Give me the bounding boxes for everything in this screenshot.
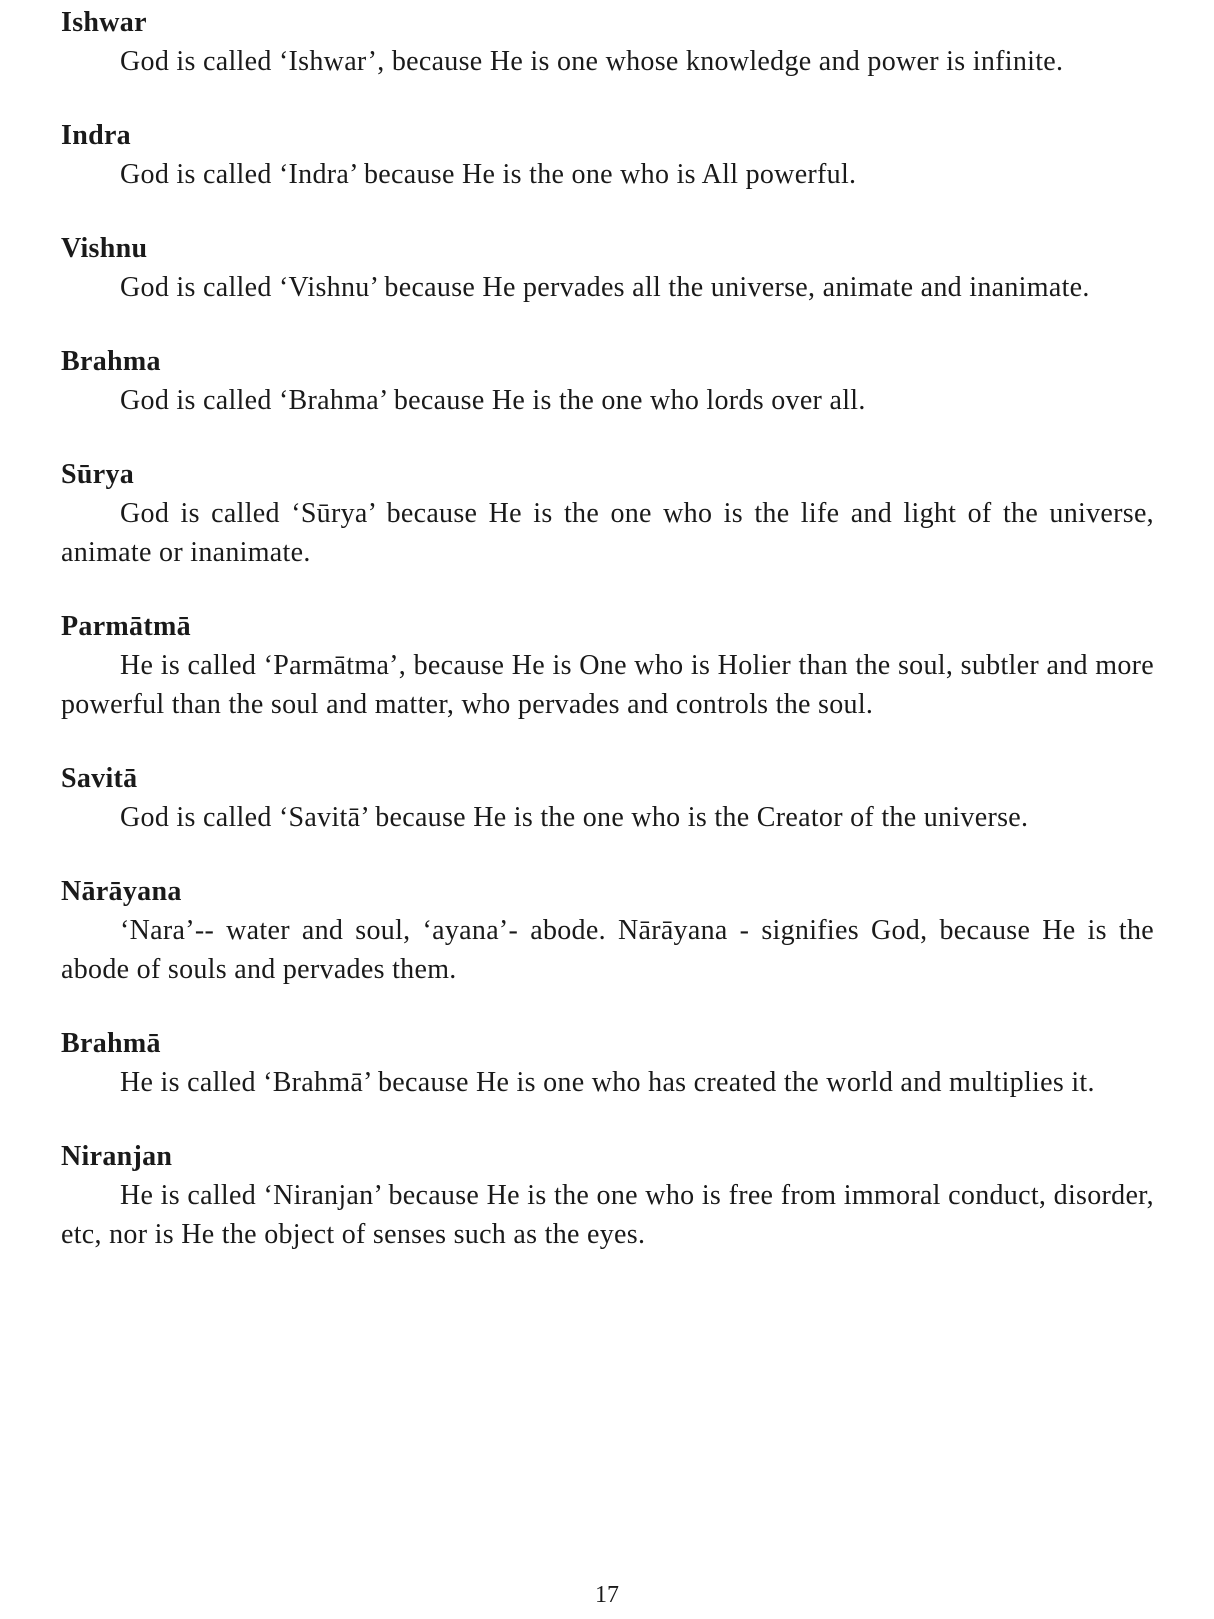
- entry-niranjan: [61, 1138, 1154, 1254]
- entry-definition: God is called ‘Indra’ because He is the one who is All powerful.: [120, 159, 857, 190]
- entry-term: Parmātmā: [61, 611, 191, 642]
- entry-definition: God is called ‘Brahma’ because He is the one who lords over all.: [120, 385, 866, 416]
- entry-definition: God is called ‘Ishwar’, because He is one whose knowledge and power is infinite.: [120, 46, 1064, 77]
- entry-definition: ‘Nara’-- water and soul, ‘ayana’- abode. Nārāyana - signifies God, because He is the abode of souls and pervades them.: [61, 915, 1154, 985]
- entry-definition: God is called ‘Sūrya’ because He is the one who is the life and light of the universe, animate or inanimate.: [61, 498, 1154, 568]
- entry-term: Niranjan: [61, 1141, 173, 1172]
- entry-definition: God is called ‘Vishnu’ because He pervades all the universe, animate and inanimate.: [120, 272, 1090, 303]
- entry-parmatma: [61, 608, 1154, 724]
- entry-definition: He is called ‘Parmātma’, because He is One who is Holier than the soul, subtler and more powerful than the soul and matter, who pervades and controls the soul.: [61, 650, 1154, 720]
- entry-definition: He is called ‘Niranjan’ because He is the one who is free from immoral conduct, disorder, etc, nor is He the object of senses such as the eyes.: [61, 1180, 1154, 1250]
- entry-brahma-creator: [61, 1025, 1154, 1102]
- entry-term: Savitā: [61, 763, 138, 794]
- page-content: [61, 4, 1154, 1290]
- entry-term: Vishnu: [61, 233, 148, 264]
- entry-term: Brahmā: [61, 1028, 161, 1059]
- entry-term: Nārāyana: [61, 876, 182, 907]
- entry-surya: [61, 456, 1154, 572]
- entry-definition: He is called ‘Brahmā’ because He is one who has created the world and multiplies it.: [120, 1067, 1095, 1098]
- entry-ishwar: [61, 4, 1154, 81]
- page-number: 17: [595, 1582, 619, 1608]
- entry-vishnu: [61, 230, 1154, 307]
- entry-savita: [61, 760, 1154, 837]
- entry-term: Sūrya: [61, 459, 135, 490]
- entry-term: Indra: [61, 120, 131, 151]
- entry-narayana: [61, 873, 1154, 989]
- entry-indra: [61, 117, 1154, 194]
- entry-term: Brahma: [61, 346, 161, 377]
- entry-term: Ishwar: [61, 7, 147, 38]
- entry-brahma: [61, 343, 1154, 420]
- entry-definition: God is called ‘Savitā’ because He is the one who is the Creator of the universe.: [120, 802, 1029, 833]
